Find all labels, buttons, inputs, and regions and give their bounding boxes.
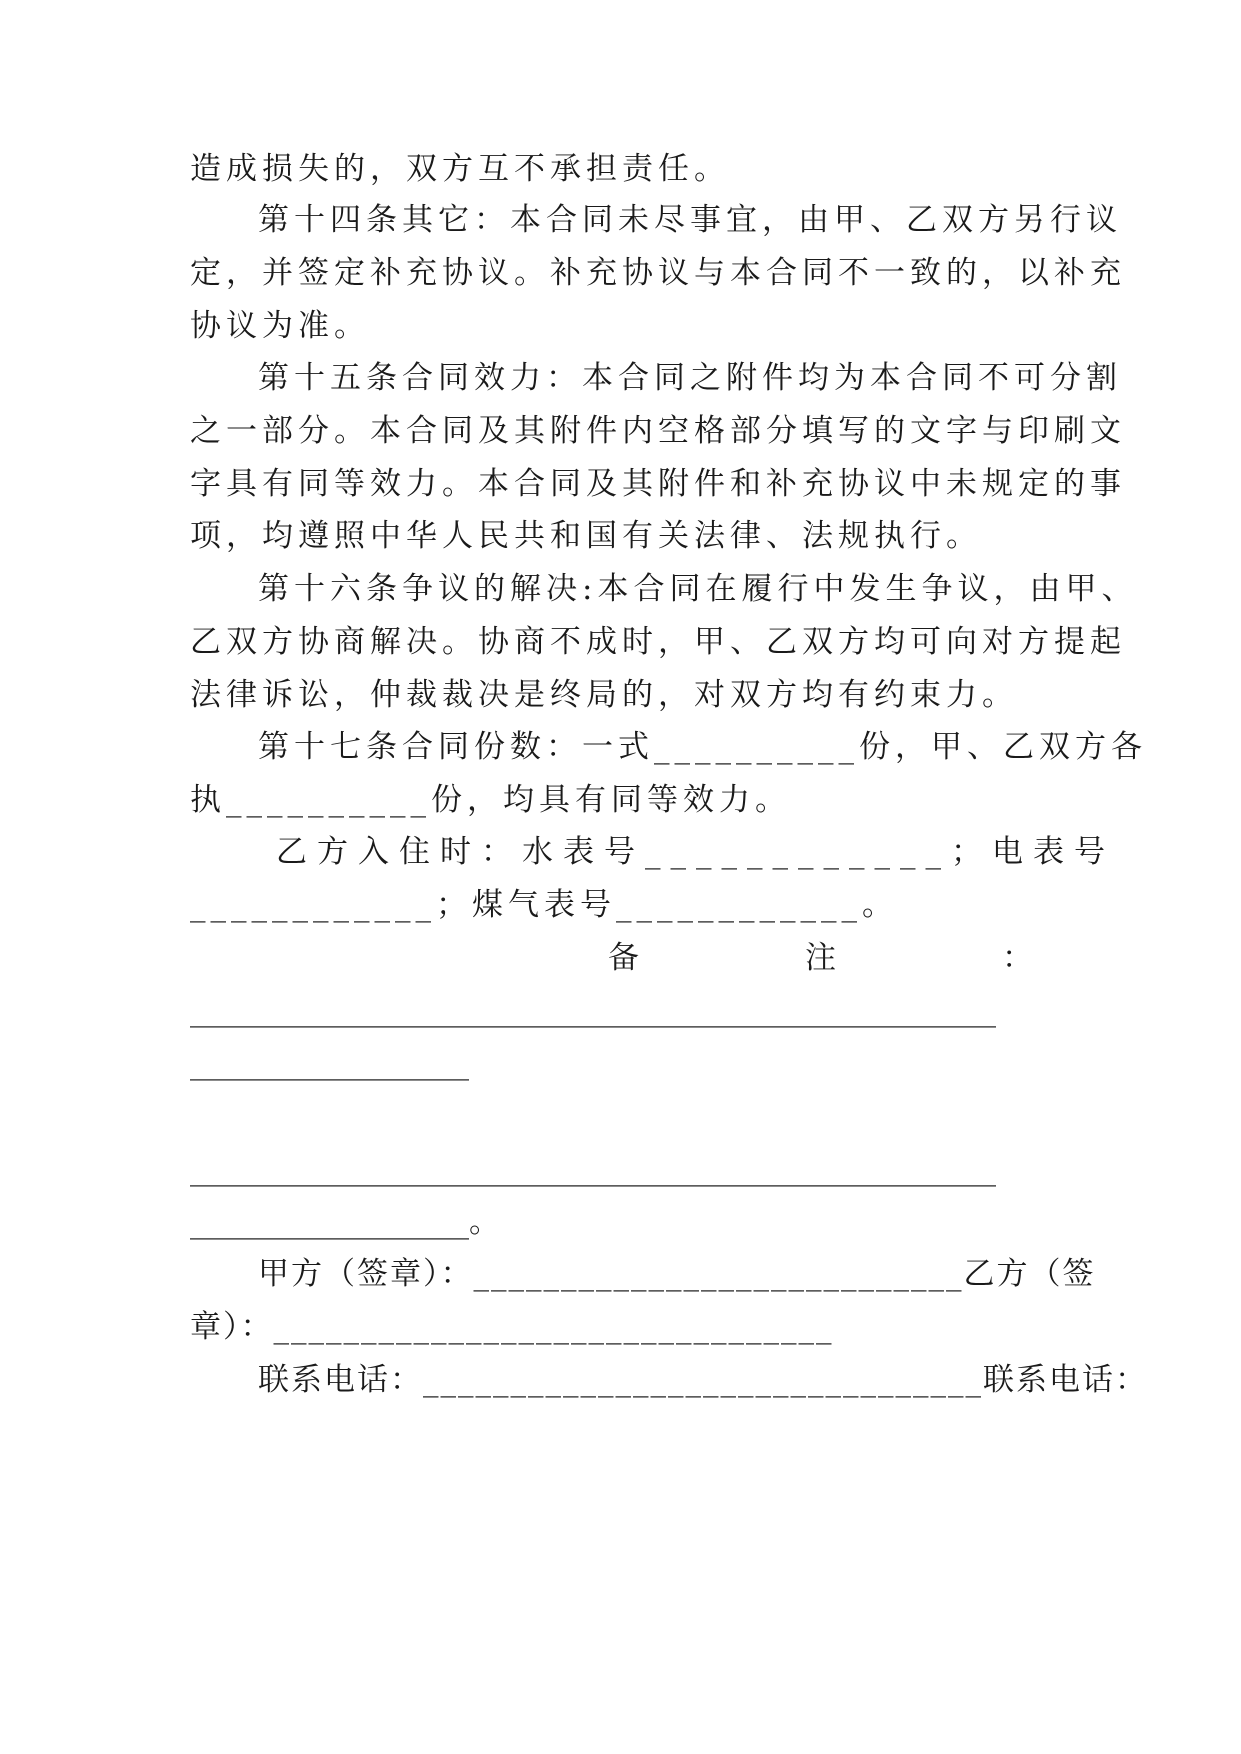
clause-17-line-2: 执__________份，均具有同等效力。 (190, 782, 791, 818)
clause-15-line-2: 之一部分。本合同及其附件内空格部分填写的文字与印刷文 (190, 413, 1126, 449)
meter-line-1: 乙方入住时：水表号____________；电表号 (276, 834, 1115, 870)
clause-16-line-3: 法律诉讼，仲裁裁决是终局的，对双方均有约束力。 (190, 677, 1018, 713)
clause-14-line-2: 定，并签定补充协议。补充协议与本合同不一致的，以补充 (190, 255, 1126, 291)
meter-line-2: ____________；煤气表号____________。 (190, 887, 898, 923)
remarks-label: 备 注 ： (608, 940, 1038, 976)
remarks-blank-line-1: ____________________________________________________ (190, 992, 996, 1028)
clause-14-line-1: 第十四条其它：本合同未尽事宜，由甲、乙双方另行议 (258, 202, 1122, 238)
signature-line-2: 章）：________________________________ (190, 1309, 834, 1345)
clause-15-line-4: 项，均遵照中华人民共和国有关法律、法规执行。 (190, 518, 982, 554)
text-line-1: 造成损失的，双方互不承担责任。 (190, 151, 730, 187)
contact-phone-line: 联系电话：________________________________联系电话： (258, 1362, 1148, 1398)
signature-line-1: 甲方（签章）：____________________________乙方（签 (258, 1256, 1096, 1292)
clause-14-line-3: 协议为准。 (190, 308, 370, 344)
clause-17-line-1: 第十七条合同份数：一式__________份，甲、乙双方各 (258, 729, 1147, 765)
remarks-blank-line-4: __________________。 (190, 1204, 500, 1240)
remarks-blank-line-3: ____________________________________________________ (190, 1151, 996, 1187)
clause-15-line-1: 第十五条合同效力：本合同之附件均为本合同不可分割 (258, 360, 1122, 396)
clause-16-line-1: 第十六条争议的解决:本合同在履行中发生争议，由甲、 (258, 571, 1138, 607)
remarks-blank-line-2: __________________ (190, 1045, 469, 1081)
clause-15-line-3: 字具有同等效力。本合同及其附件和补充协议中未规定的事 (190, 466, 1126, 502)
clause-16-line-2: 乙双方协商解决。协商不成时，甲、乙双方均可向对方提起 (190, 624, 1126, 660)
